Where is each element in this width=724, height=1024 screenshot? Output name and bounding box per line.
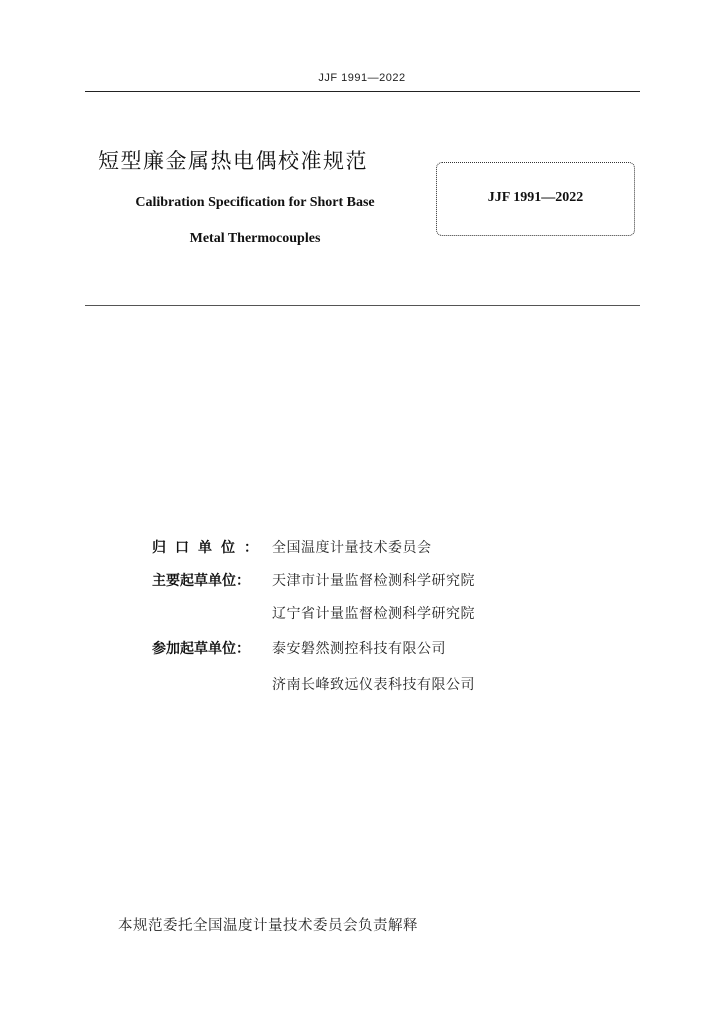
org-value: 天津市计量监督检测科学研究院	[272, 573, 475, 589]
spec-code-box	[436, 162, 635, 236]
org-value: 辽宁省计量监督检测科学研究院	[272, 606, 475, 622]
org-value: 泰安磐然测控科技有限公司	[272, 641, 446, 657]
title-english-line1: Calibration Specification for Short Base	[135, 195, 375, 210]
title-chinese: 短型廉金属热电偶校准规范	[98, 149, 368, 173]
org-value: 济南长峰致远仪表科技有限公司	[272, 677, 475, 693]
title-divider	[85, 305, 640, 306]
org-label: 主要起草单位：	[152, 573, 250, 589]
org-label: 归口单位：	[152, 540, 267, 556]
org-value: 全国温度计量技术委员会	[272, 540, 432, 556]
org-label: 参加起草单位：	[152, 641, 250, 657]
footer-interpretation-note: 本规范委托全国温度计量技术委员会负责解释	[118, 918, 418, 934]
spec-code: JJF 1991—2022	[487, 189, 584, 205]
title-english-line2: Metal Thermocouples	[189, 231, 321, 246]
header-rule	[85, 91, 640, 92]
header-spec-code: JJF 1991—2022	[318, 72, 406, 84]
